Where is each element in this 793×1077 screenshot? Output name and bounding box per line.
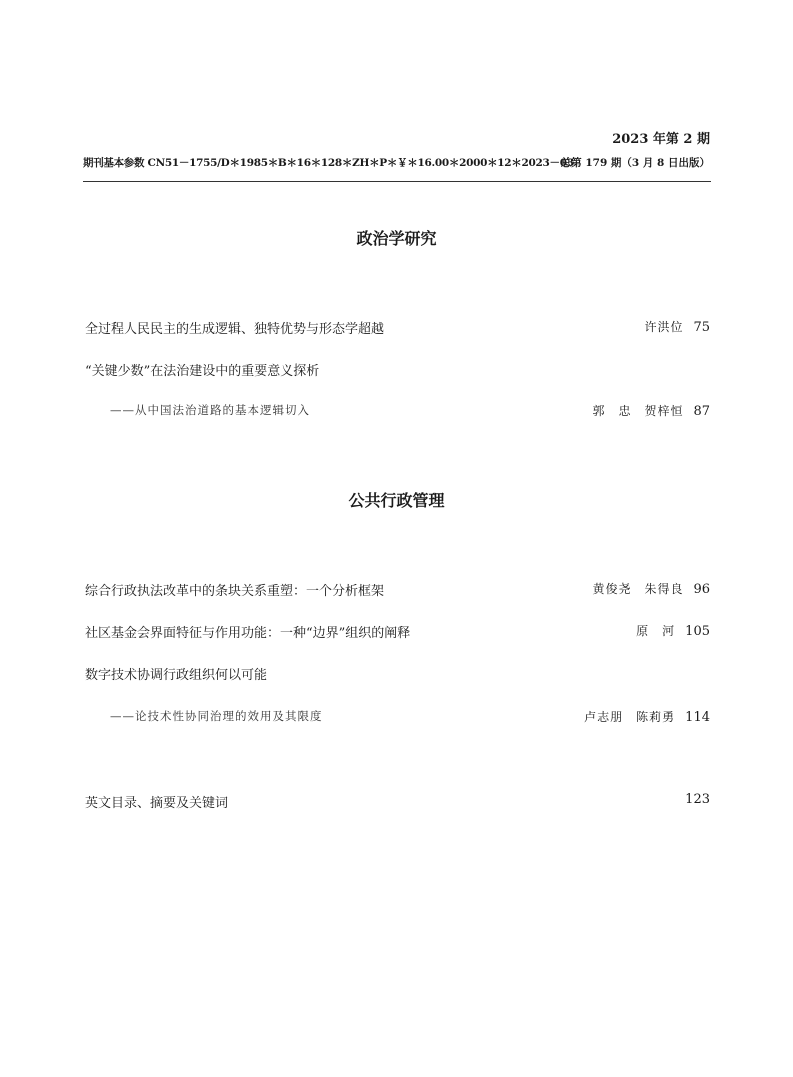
english-toc-page: 123 [685, 792, 710, 807]
article-meta [592, 402, 710, 419]
article-meta [636, 622, 710, 639]
article-authors: 许洪位 [644, 320, 684, 334]
article-title[interactable]: “关键少数”在法治建设中的重要意义探析 [85, 364, 320, 379]
article-meta [644, 318, 710, 335]
header-rule [83, 181, 711, 182]
article-meta [592, 580, 710, 597]
article-page: 75 [693, 320, 710, 335]
article-authors: 原 河 [636, 624, 676, 638]
article-page: 105 [685, 624, 710, 639]
section-heading-politics: 政治学研究 [356, 229, 437, 248]
article-authors: 卢志朋 陈莉勇 [584, 710, 676, 724]
total-issue: 总第 179 期（3 月 8 日出版） [560, 157, 710, 169]
article-subtitle: ——论技术性协同治理的效用及其限度 [110, 709, 323, 723]
article-page: 96 [693, 582, 710, 597]
section-heading-public-admin: 公共行政管理 [348, 491, 445, 510]
article-title[interactable]: 综合行政执法改革中的条块关系重塑：一个分析框架 [85, 584, 385, 599]
article-title[interactable]: 数字技术协调行政组织何以可能 [85, 668, 268, 683]
article-page: 114 [685, 710, 710, 725]
journal-params: 期刊基本参数 CN51－1755/D＊1985＊B＊16＊128＊ZH＊P＊￥＊16.00＊2000＊12＊2023－03 [83, 157, 574, 169]
english-toc-title[interactable]: 英文目录、摘要及关键词 [85, 796, 229, 811]
issue-label: 2023 年第 2 期 [612, 132, 710, 147]
article-authors: 郭 忠 贺梓恒 [592, 404, 684, 418]
article-authors: 黄俊尧 朱得良 [592, 582, 684, 596]
article-title[interactable]: 社区基金会界面特征与作用功能：一种“边界”组织的阐释 [85, 626, 411, 641]
article-meta [584, 708, 710, 725]
article-title[interactable]: 全过程人民民主的生成逻辑、独特优势与形态学超越 [85, 322, 385, 337]
article-subtitle: ——从中国法治道路的基本逻辑切入 [110, 403, 310, 417]
article-page: 87 [693, 404, 710, 419]
